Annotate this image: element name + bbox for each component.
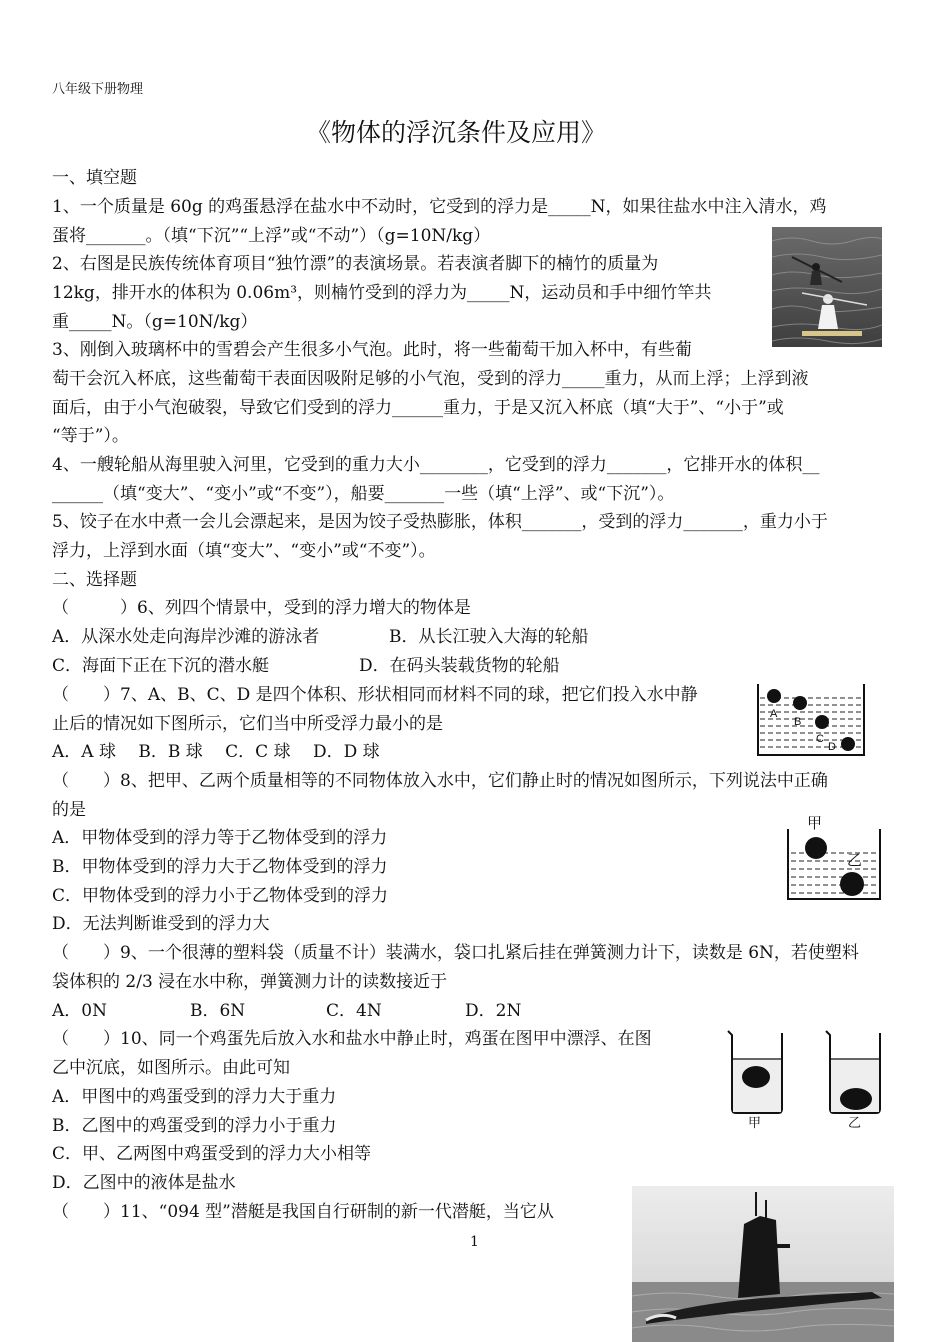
q3-line3: 面后，由于小气泡破裂，导致它们受到的浮力______重力，于是又沉入杯底（填“大于”、“小于”或: [52, 398, 784, 418]
q7-line2: 止后的情况如下图所示，它们当中所受浮力最小的是: [52, 714, 443, 734]
q9-line1: （ ）9、一个很薄的塑料袋（质量不计）装满水，袋口扎紧后挂在弹簧测力计下，读数是 6N，若使塑料: [52, 943, 859, 963]
q8-option-b: B．甲物体受到的浮力大于乙物体受到的浮力: [52, 857, 388, 877]
beaker-jia-label: 甲: [748, 1116, 762, 1129]
q2-line2: 12kg，排开水的体积为 0.06m³，则楠竹受到的浮力为_____N，运动员和手中细竹竿共: [52, 283, 712, 303]
q10-line1: （ ）10、同一个鸡蛋先后放入水和盐水中静止时，鸡蛋在图甲中漂浮、在图: [52, 1029, 652, 1049]
section-heading-fill: 一、填空题: [52, 168, 137, 188]
q8-option-a: A．甲物体受到的浮力等于乙物体受到的浮力: [52, 828, 388, 848]
q6-stem: （ ）6、列四个情景中，受到的浮力增大的物体是: [52, 598, 471, 618]
q9-option-c: C．4N: [326, 1001, 382, 1021]
q7-line1: （ ）7、A、B、C、D 是四个体积、形状相同而材料不同的球，把它们投入水中静: [52, 685, 698, 705]
q6-option-d: D．在码头装载货物的轮船: [359, 656, 560, 676]
q7-options: A．A 球 B．B 球 C．C 球 D．D 球: [52, 742, 380, 762]
q4-line2: ______（填“变大”、“变小”或“不变”），船要_______一些（填“上浮”、或“下沉”）。: [52, 484, 675, 504]
q8-line2: 的是: [52, 800, 86, 820]
object-yi-label: 乙: [847, 851, 863, 869]
ball-a-label: A: [770, 708, 778, 720]
q9-option-b: B．6N: [190, 1001, 246, 1021]
q3-line2: 萄干会沉入杯底，这些葡萄干表面因吸附足够的小气泡，受到的浮力_____重力，从而上浮；上浮到液: [52, 369, 809, 389]
ball-c-label: C: [816, 733, 824, 745]
beaker-yi-label: 乙: [848, 1116, 862, 1129]
page-number: 1: [470, 1234, 479, 1250]
q10-option-b: B．乙图中的鸡蛋受到的浮力小于重力: [52, 1116, 337, 1136]
q1-line1: 1、一个质量是 60g 的鸡蛋悬浮在盐水中不动时，它受到的浮力是_____N，如果往盐水中注入清水，鸡: [52, 197, 827, 217]
ball-d-label: D: [828, 741, 836, 753]
q3-line4: “等于”）。: [52, 426, 129, 446]
q11-line1: （ ）11、“094 型”潜艇是我国自行研制的新一代潜艇，当它从: [52, 1202, 554, 1222]
q2-line3: 重_____N。（g=10N/kg）: [52, 312, 258, 332]
q5-line1: 5、饺子在水中煮一会儿会漂起来，是因为饺子受热膨胀，体积_______，受到的浮力_______，重力小于: [52, 512, 828, 532]
page-header: 八年级下册物理: [52, 82, 144, 97]
ball-b-label: B: [794, 716, 802, 728]
q8-line1: （ ）8、把甲、乙两个质量相等的不同物体放入水中，它们静止时的情况如图所示，下列说法中正确: [52, 771, 828, 791]
q6-option-b: B．从长江驶入大海的轮船: [389, 627, 589, 647]
q9-option-d: D．2N: [465, 1001, 522, 1021]
q8-option-c: C．甲物体受到的浮力小于乙物体受到的浮力: [52, 886, 389, 906]
object-jia-label: 甲: [807, 815, 823, 832]
q4-line1: 4、一艘轮船从海里驶入河里，它受到的重力大小________，它受到的浮力_______，它排开水的体积__: [52, 455, 820, 475]
q9-line2: 袋体积的 2/3 浸在水中称，弹簧测力计的读数接近于: [52, 972, 448, 992]
q3-line1: 3、刚倒入玻璃杯中的雪碧会产生很多小气泡。此时，将一些葡萄干加入杯中，有些葡: [52, 340, 692, 360]
section-heading-choice: 二、选择题: [52, 570, 137, 590]
q8-option-d: D．无法判断谁受到的浮力大: [52, 914, 270, 934]
q5-line2: 浮力，上浮到水面（填“变大”、“变小”或“不变”）。: [52, 541, 436, 561]
q10-option-c: C．甲、乙两图中鸡蛋受到的浮力大小相等: [52, 1144, 372, 1164]
submarine-photo: [632, 1186, 894, 1342]
q6-option-a: A．从深水处走向海岸沙滩的游泳者: [52, 627, 320, 647]
egg-beakers-figure: [722, 1025, 894, 1129]
q6-option-c: C．海面下正在下沉的潜水艇: [52, 656, 270, 676]
q1-line2: 蛋将_______。（填“下沉”“上浮”或“不动”）（g=10N/kg）: [52, 226, 491, 246]
four-balls-figure: [756, 684, 868, 758]
q9-option-a: A．0N: [52, 1001, 107, 1021]
q2-line1: 2、右图是民族传统体育项目“独竹漂”的表演场景。若表演者脚下的楠竹的质量为: [52, 254, 659, 274]
q10-line2: 乙中沉底，如图所示。由此可知: [52, 1058, 290, 1078]
bamboo-rafting-photo: [772, 227, 882, 347]
page-title: 《物体的浮沉条件及应用》: [306, 118, 607, 147]
two-objects-figure: [785, 815, 883, 901]
q10-option-d: D．乙图中的液体是盐水: [52, 1173, 236, 1193]
q10-option-a: A．甲图中的鸡蛋受到的浮力大于重力: [52, 1087, 337, 1107]
